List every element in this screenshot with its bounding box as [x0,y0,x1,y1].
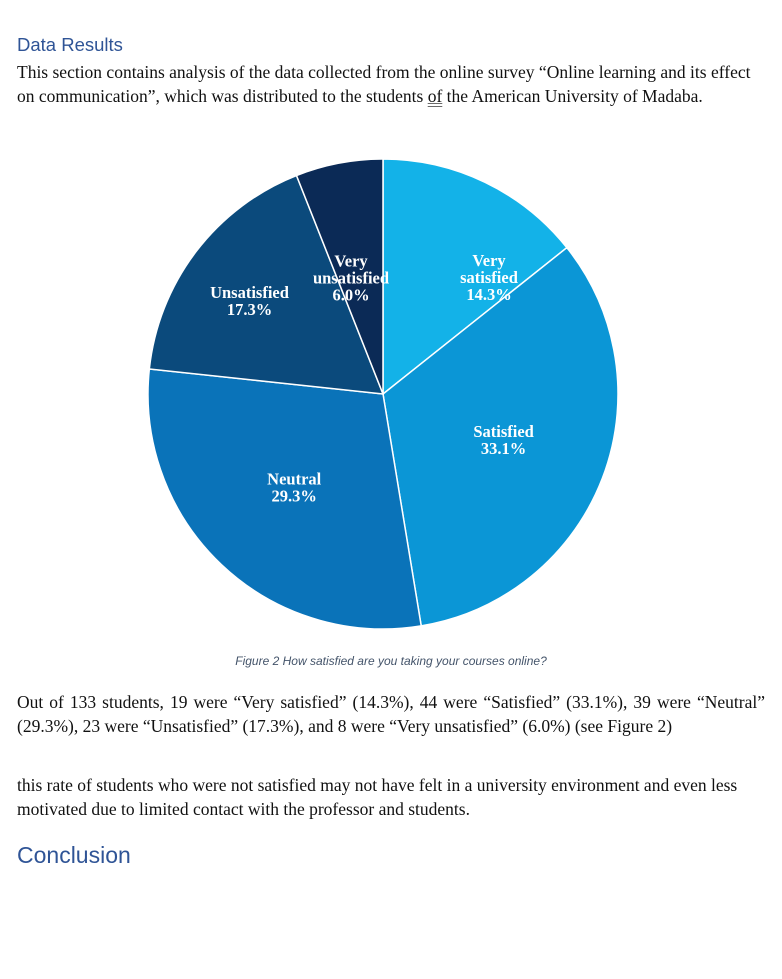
figure-caption: Figure 2 How satisfied are you taking your courses online? [235,654,547,668]
pie-label-very-unsatisfied: Very unsatisfied 6.0% [312,251,390,305]
intro-paragraph [17,60,765,108]
pie-label-very-satisfied: Very satisfied 14.3% [460,251,518,305]
intro-text-end: the American University of Madaba. [442,86,703,106]
intro-text-start: This section contains analysis of the data collected from the online survey “Online learning and its effect on communication”, which was distributed to the students [17,62,751,106]
discussion-paragraph: this rate of students who were not satisfied may not have felt in a university environment and even less motivated due to limited contact with the professor and students. [17,775,738,819]
pie-label-neutral: Neutral 29.3% [267,469,322,506]
grammar-flagged-word: of [427,86,443,106]
results-paragraph: Out of 133 students, 19 were “Very satisfied” (14.3%), 44 were “Satisfied” (33.1%), 39 were “Neutral” (29.3%), 23 were “Unsatisfied” (17.3%), and 8 were “Very unsatisfied” (6.0%) (see Figure 2) [17,692,765,736]
pie-label-unsatisfied: Unsatisfied 17.3% [210,283,289,319]
satisfaction-pie-chart [0,150,782,650]
pie-label-satisfied: Satisfied 33.1% [473,421,534,458]
section-heading: Data Results [17,34,123,55]
conclusion-heading: Conclusion [17,842,131,868]
